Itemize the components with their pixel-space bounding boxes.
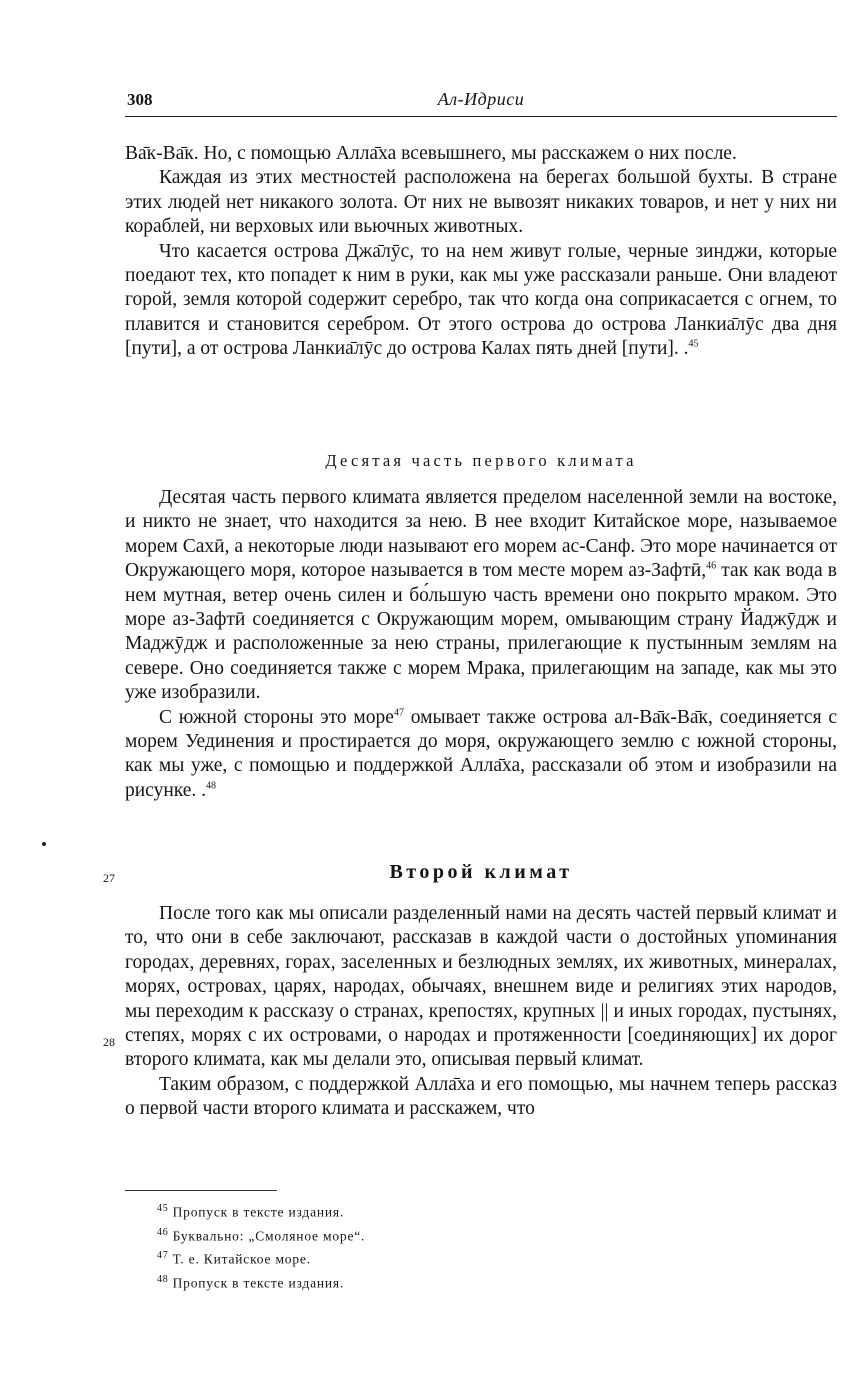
footnote-ref: 48 xyxy=(206,780,217,792)
paragraph: Каждая из этих местностей расположена на берегах большой бухты. В стране этих людей нет никакого золота. От них не вывозят никаких товаров, и нет у них ни кораблей, ни верховых или вьючных животных. xyxy=(125,167,837,238)
paragraph xyxy=(125,706,837,804)
page-header xyxy=(125,86,837,117)
paragraph: После того как мы описали разделенный нами на десять частей первый климат и то, что они в себе заключают, рассказав в каждой части о достойных упоминания городах, деревнях, горах, заселенных и безлюдных землях, их животных, минералах, морях, островах, царях, народах, обычаях, внешнем виде и религиях этих народов, мы переходим к рассказу о странах, крепостях, крупных || и иных городах, пустынях, степях, морях с их островами, о народах и протяженности [соединяющих] их дорог второго климата, как мы делали это, описывая первый климат. xyxy=(125,903,837,1071)
footnote-number: 48 xyxy=(157,1273,169,1285)
footnotes xyxy=(157,1199,757,1293)
paragraph-text: Что касается острова Джа̄лӯс, то на нем живут голые, черные зинджи, которые поедают тех, кто попадет к ним в руки, как мы уже рассказали раньше. Они владеют горой, земля которой содержит серебро, так что когда она соприкасается с огнем, то плавится и становится серебром. От этого острова до острова Ланкиа̄лӯс два дня [пути], а от острова Ланкиа̄лӯс до острова Калах пять дней [пути]. . xyxy=(125,240,837,360)
running-header: Ал-Идриси xyxy=(437,89,525,109)
intro-text xyxy=(125,142,837,362)
paragraph: Ва̄к-Ва̄к. Но, с помощью Алла̄ха всевышнего, мы расскажем о них после. xyxy=(125,143,737,164)
footnote-text: Буквально: „Смоляное море“. xyxy=(172,1228,366,1243)
footnote-rule xyxy=(125,1190,277,1191)
footnote-number: 47 xyxy=(157,1250,169,1261)
tenth-part-text xyxy=(125,486,837,803)
footnote-text: Пропуск в тексте издания. xyxy=(172,1204,345,1220)
paragraph-text: Десятая часть первого климата является пределом населенной земли на востоке, и никто не знает, что находится за нею. В нее входит Китайское море, называемое морем Сахӣ, а некоторые люди называют его морем ас-Санф. Это море начинается от Окружающего моря, которое называется в том месте морем аз-Зафтӣ, xyxy=(125,487,837,582)
footnote xyxy=(157,1270,757,1294)
paragraph xyxy=(125,240,837,362)
chapter-heading: Второй климат xyxy=(389,861,573,883)
footnote xyxy=(157,1199,757,1223)
footnote-ref: 47 xyxy=(393,707,404,719)
margin-number: 28 xyxy=(103,1035,115,1049)
ink-speck xyxy=(42,842,46,846)
paragraph-text: омывает также острова ал-Ва̄к-Ва̄к, соединяется с морем Уединения и простирается до моря, окружающего землю с южной стороны, как мы уже, с помощью и поддержкой Алла̄ха, рассказали об этом и изобразили на рисунке. . xyxy=(125,706,837,801)
paragraph: Таким образом, с поддержкой Алла̄ха и его помощью, мы начнем теперь рассказ о первой части второго климата и расскажем, что xyxy=(125,1073,837,1120)
paragraph xyxy=(125,486,837,706)
footnote-number: 45 xyxy=(157,1203,169,1214)
footnote-number: 46 xyxy=(157,1226,169,1238)
footnote-text: Т. е. Китайское море. xyxy=(172,1251,311,1267)
footnote-text: Пропуск в тексте издания. xyxy=(172,1275,345,1290)
paragraph-text: С южной стороны это море xyxy=(159,706,394,728)
margin-number: 27 xyxy=(103,871,115,885)
footnote-ref: 46 xyxy=(706,560,717,572)
footnote xyxy=(157,1246,757,1270)
footnote-ref: 45 xyxy=(688,338,699,350)
chapter-text xyxy=(125,902,837,1122)
footnote xyxy=(157,1223,757,1247)
section-heading: Десятая часть первого климата xyxy=(325,451,637,470)
page-number: 308 xyxy=(127,90,153,109)
paragraph-text: так как вода в нем мутная, ветер очень силен и бо́льшую часть времени оно покрыто мраком. Это море аз-Зафтӣ соединяется с Окружающим морем, омывающим страну Йаджӯдж и Маджӯдж и расположенные за нею страны, прилегающие к пустынным землям на севере. Оно соединяется также с морем Мрака, прилегающим на западе, как мы это уже изобразили. xyxy=(125,560,837,704)
